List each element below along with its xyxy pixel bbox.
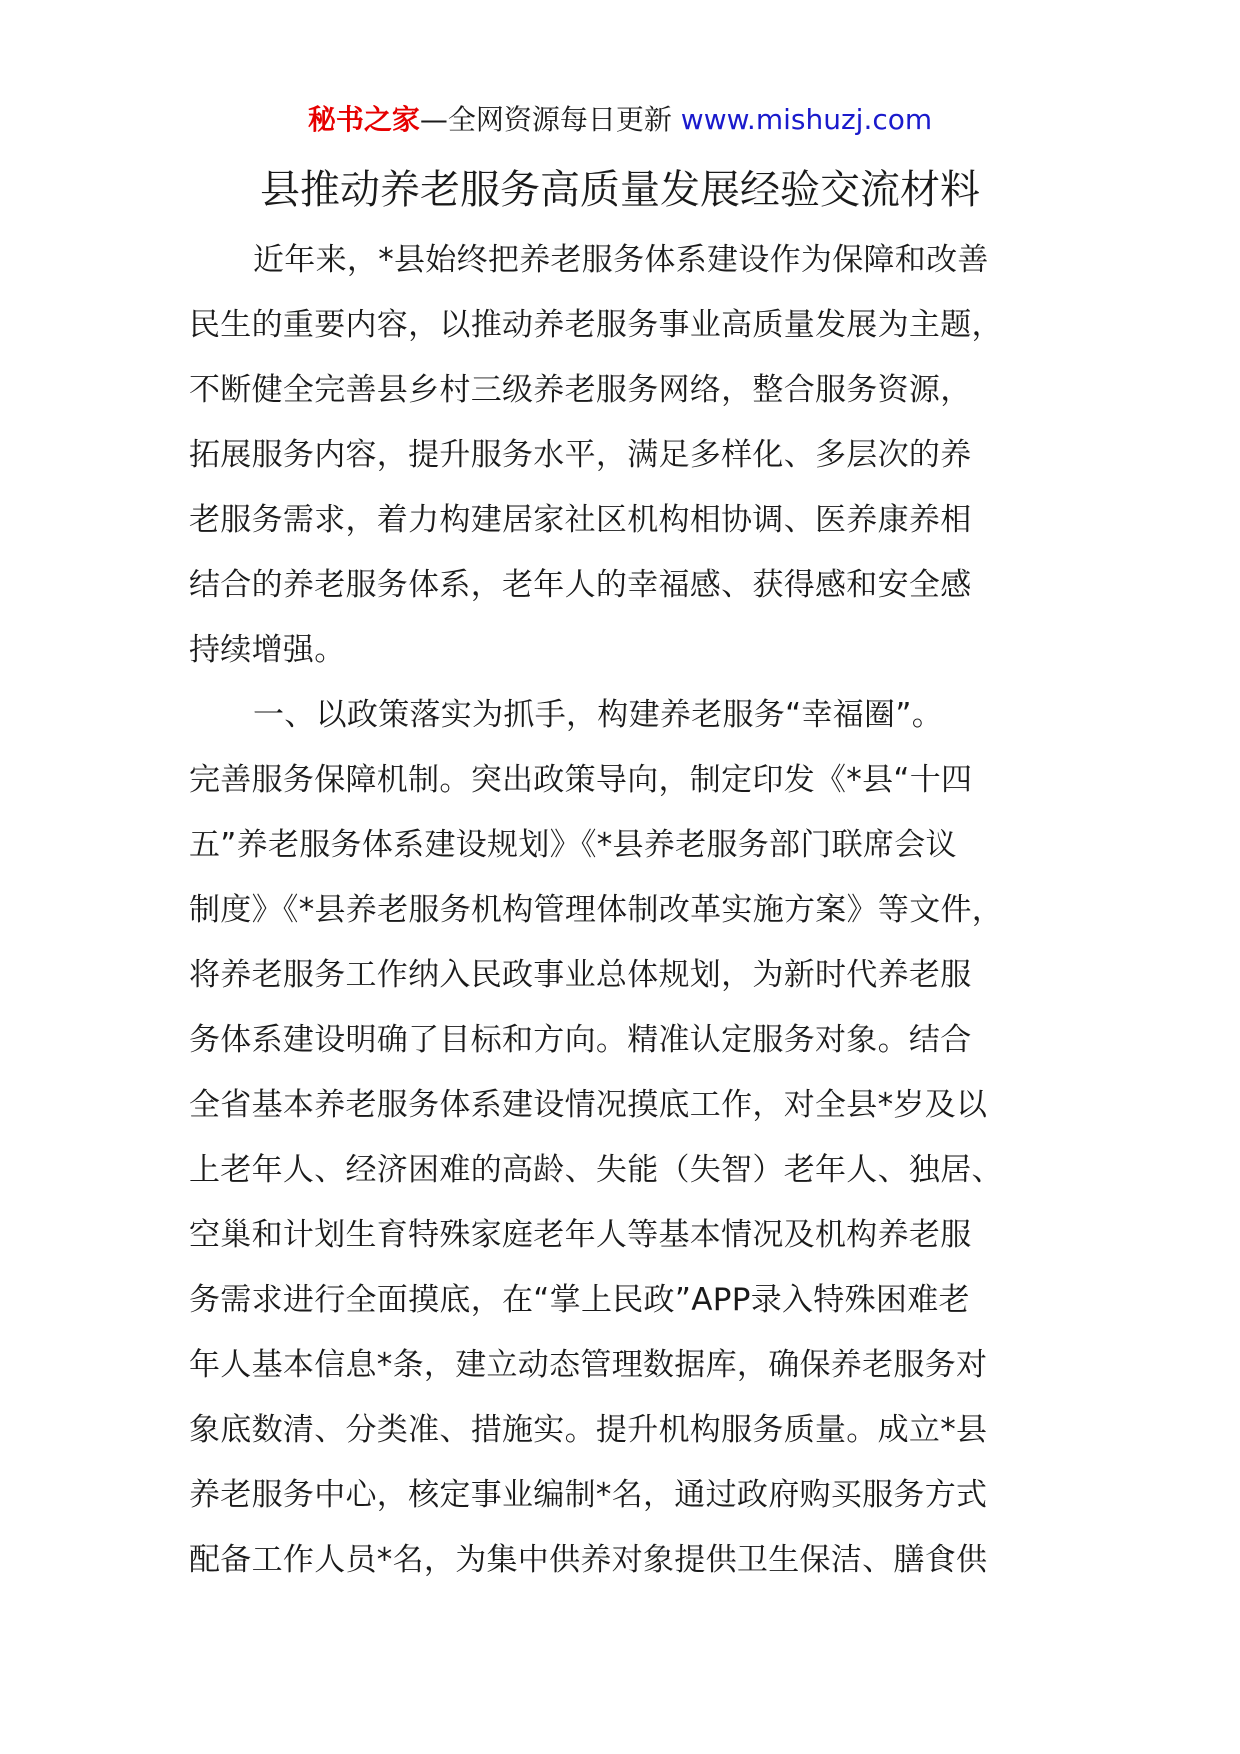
- paragraph-line: 不断健全完善县乡村三级养老服务网络，整合服务资源，: [189, 372, 972, 408]
- paragraph-line: 年人基本信息*条，建立动态管理数据库，确保养老服务对: [189, 1347, 988, 1383]
- paragraph-line: 配备工作人员*名，为集中供养对象提供卫生保洁、膳食供: [189, 1542, 988, 1578]
- site-url-link[interactable]: www.mishuzj.com: [680, 103, 933, 136]
- paragraph-line: 拓展服务内容，提升服务水平，满足多样化、多层次的养: [189, 437, 972, 473]
- section-heading: 一、以政策落实为抓手，构建养老服务“幸福圈”。: [253, 697, 944, 733]
- paragraph-line: 象底数清、分类准、措施实。提升机构服务质量。成立*县: [189, 1412, 988, 1448]
- paragraph-line: 全省基本养老服务体系建设情况摸底工作，对全县*岁及以: [189, 1087, 988, 1123]
- paragraph-line: 养老服务中心，核定事业编制*名，通过政府购买服务方式: [189, 1477, 988, 1513]
- site-header: [0, 100, 1240, 140]
- paragraph-line: 务需求进行全面摸底，在“掌上民政”APP录入特殊困难老: [189, 1282, 970, 1318]
- paragraph-line: 务体系建设明确了目标和方向。精准认定服务对象。结合: [189, 1022, 972, 1058]
- paragraph-line: 制度》《*县养老服务机构管理体制改革实施方案》等文件，: [189, 892, 1004, 928]
- paragraph-line: 完善服务保障机制。突出政策导向，制定印发《*县“十四: [189, 762, 973, 798]
- header-tagline: —全网资源每日更新: [419, 103, 672, 136]
- paragraph-line: 空巢和计划生育特殊家庭老年人等基本情况及机构养老服: [189, 1217, 972, 1253]
- paragraph-line: 将养老服务工作纳入民政事业总体规划，为新时代养老服: [189, 957, 972, 993]
- paragraph-line: 民生的重要内容，以推动养老服务事业高质量发展为主题，: [189, 307, 1003, 343]
- paragraph-line: 结合的养老服务体系，老年人的幸福感、获得感和安全感: [189, 567, 972, 603]
- paragraph-line: 五”养老服务体系建设规划》《*县养老服务部门联席会议: [189, 827, 957, 863]
- paragraph-line: 近年来，*县始终把养老服务体系建设作为保障和改善: [253, 242, 989, 278]
- paragraph-line: 持续增强。: [189, 632, 346, 668]
- document-title: 县推动养老服务高质量发展经验交流材料: [260, 167, 980, 213]
- brand-name: 秘书之家: [307, 103, 420, 136]
- paragraph-line: 上老年人、经济困难的高龄、失能（失智）老年人、独居、: [189, 1152, 1003, 1188]
- paragraph-line: 老服务需求，着力构建居家社区机构相协调、医养康养相: [189, 502, 972, 538]
- document-body: [189, 228, 1089, 1593]
